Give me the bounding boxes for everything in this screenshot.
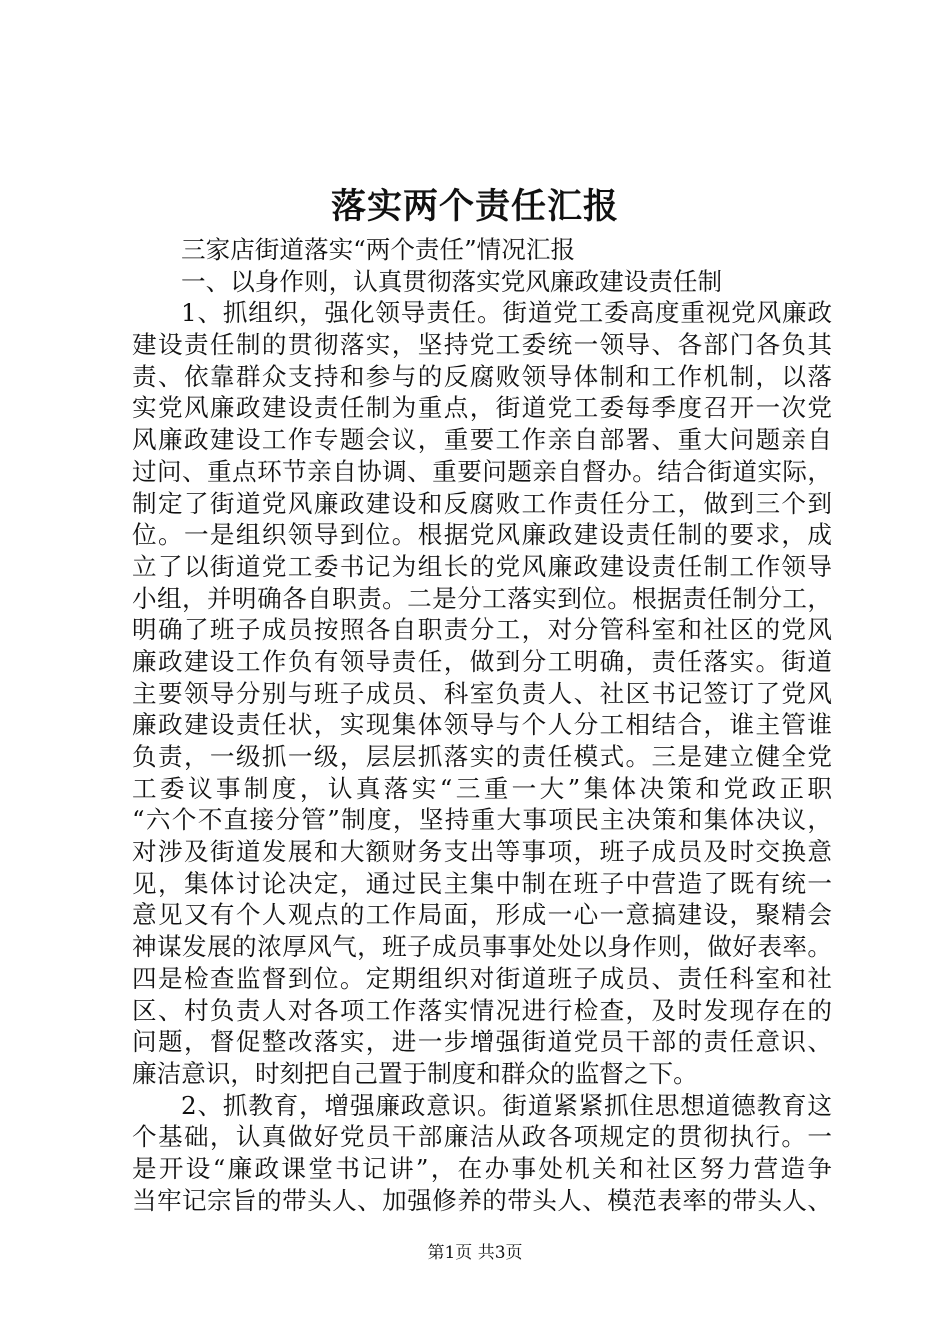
paragraph-line: 位。一是组织领导到位。根据党风廉政建设责任制的要求，成 bbox=[132, 520, 832, 550]
paragraph-line: 小组，并明确各自职责。二是分工落实到位。根据责任制分工， bbox=[132, 583, 832, 613]
subtitle-line: 三家店街道落实“两个责任”情况汇报 bbox=[181, 235, 576, 264]
paragraph-line: 主要领导分别与班子成员、科室负责人、社区书记签订了党风 bbox=[132, 678, 832, 708]
paragraph-line: 1、抓组织，强化领导责任。街道党工委高度重视党风廉政 bbox=[181, 298, 832, 328]
paragraph-line: 区、村负责人对各项工作落实情况进行检查，及时发现存在的 bbox=[132, 995, 832, 1025]
paragraph-line: 廉政建设工作负有领导责任，做到分工明确，责任落实。街道 bbox=[132, 646, 832, 676]
paragraph-line: 明确了班子成员按照各自职责分工，对分管科室和社区的党风 bbox=[132, 615, 832, 645]
paragraph-line: 风廉政建设工作专题会议，重要工作亲自部署、重大问题亲自 bbox=[132, 425, 832, 455]
paragraph-line: 个基础，认真做好党员干部廉洁从政各项规定的贯彻执行。一 bbox=[132, 1122, 832, 1152]
paragraph-line: 廉洁意识，时刻把自己置于制度和群众的监督之下。 bbox=[132, 1058, 698, 1088]
paragraph-line: 立了以街道党工委书记为组长的党风廉政建设责任制工作领导 bbox=[132, 551, 832, 581]
paragraph-line: 实党风廉政建设责任制为重点，街道党工委每季度召开一次党 bbox=[132, 393, 832, 423]
paragraph-line: 四是检查监督到位。定期组织对街道班子成员、责任科室和社 bbox=[132, 963, 832, 993]
paragraph-line: 意见又有个人观点的工作局面，形成一心一意搞建设，聚精会 bbox=[132, 900, 832, 930]
paragraph-line: 见，集体讨论决定，通过民主集中制在班子中营造了既有统一 bbox=[132, 868, 832, 898]
section-heading-1: 一、以身作则，认真贯彻落实党风廉政建设责任制 bbox=[181, 266, 723, 296]
paragraph-line: 制定了街道党风廉政建设和反腐败工作责任分工，做到三个到 bbox=[132, 488, 832, 518]
paragraph-line: 工委议事制度，认真落实“三重一大”集体决策和党政正职 bbox=[132, 773, 832, 803]
paragraph-line: 当牢记宗旨的带头人、加强修养的带头人、模范表率的带头人、 bbox=[132, 1185, 832, 1215]
paragraph-line: 责、依靠群众支持和参与的反腐败领导体制和工作机制，以落 bbox=[132, 361, 832, 391]
paragraph-line: 神谋发展的浓厚风气，班子成员事事处处以身作则，做好表率。 bbox=[132, 932, 832, 962]
paragraph-line: 问题，督促整改落实，进一步增强街道党员干部的责任意识、 bbox=[132, 1027, 832, 1057]
page-footer: 第1页 共3页 bbox=[427, 1243, 523, 1263]
paragraph-line: 廉政建设责任状，实现集体领导与个人分工相结合，谁主管谁 bbox=[132, 710, 832, 740]
paragraph-line: 2、抓教育，增强廉政意识。街道紧紧抓住思想道德教育这 bbox=[181, 1090, 832, 1120]
document-title: 落实两个责任汇报 bbox=[330, 186, 619, 227]
paragraph-line: “六个不直接分管”制度，坚持重大事项民主决策和集体决议， bbox=[132, 805, 832, 835]
paragraph-line: 负责，一级抓一级，层层抓落实的责任模式。三是建立健全党 bbox=[132, 742, 832, 771]
paragraph-line: 建设责任制的贯彻落实，坚持党工委统一领导、各部门各负其 bbox=[132, 330, 832, 360]
paragraph-line: 过问、重点环节亲自协调、重要问题亲自督办。结合街道实际， bbox=[132, 456, 832, 486]
paragraph-line: 对涉及街道发展和大额财务支出等事项，班子成员及时交换意 bbox=[132, 837, 832, 867]
paragraph-line: 是开设“廉政课堂书记讲”，在办事处机关和社区努力营造争 bbox=[132, 1153, 832, 1183]
document-body bbox=[132, 234, 832, 1216]
